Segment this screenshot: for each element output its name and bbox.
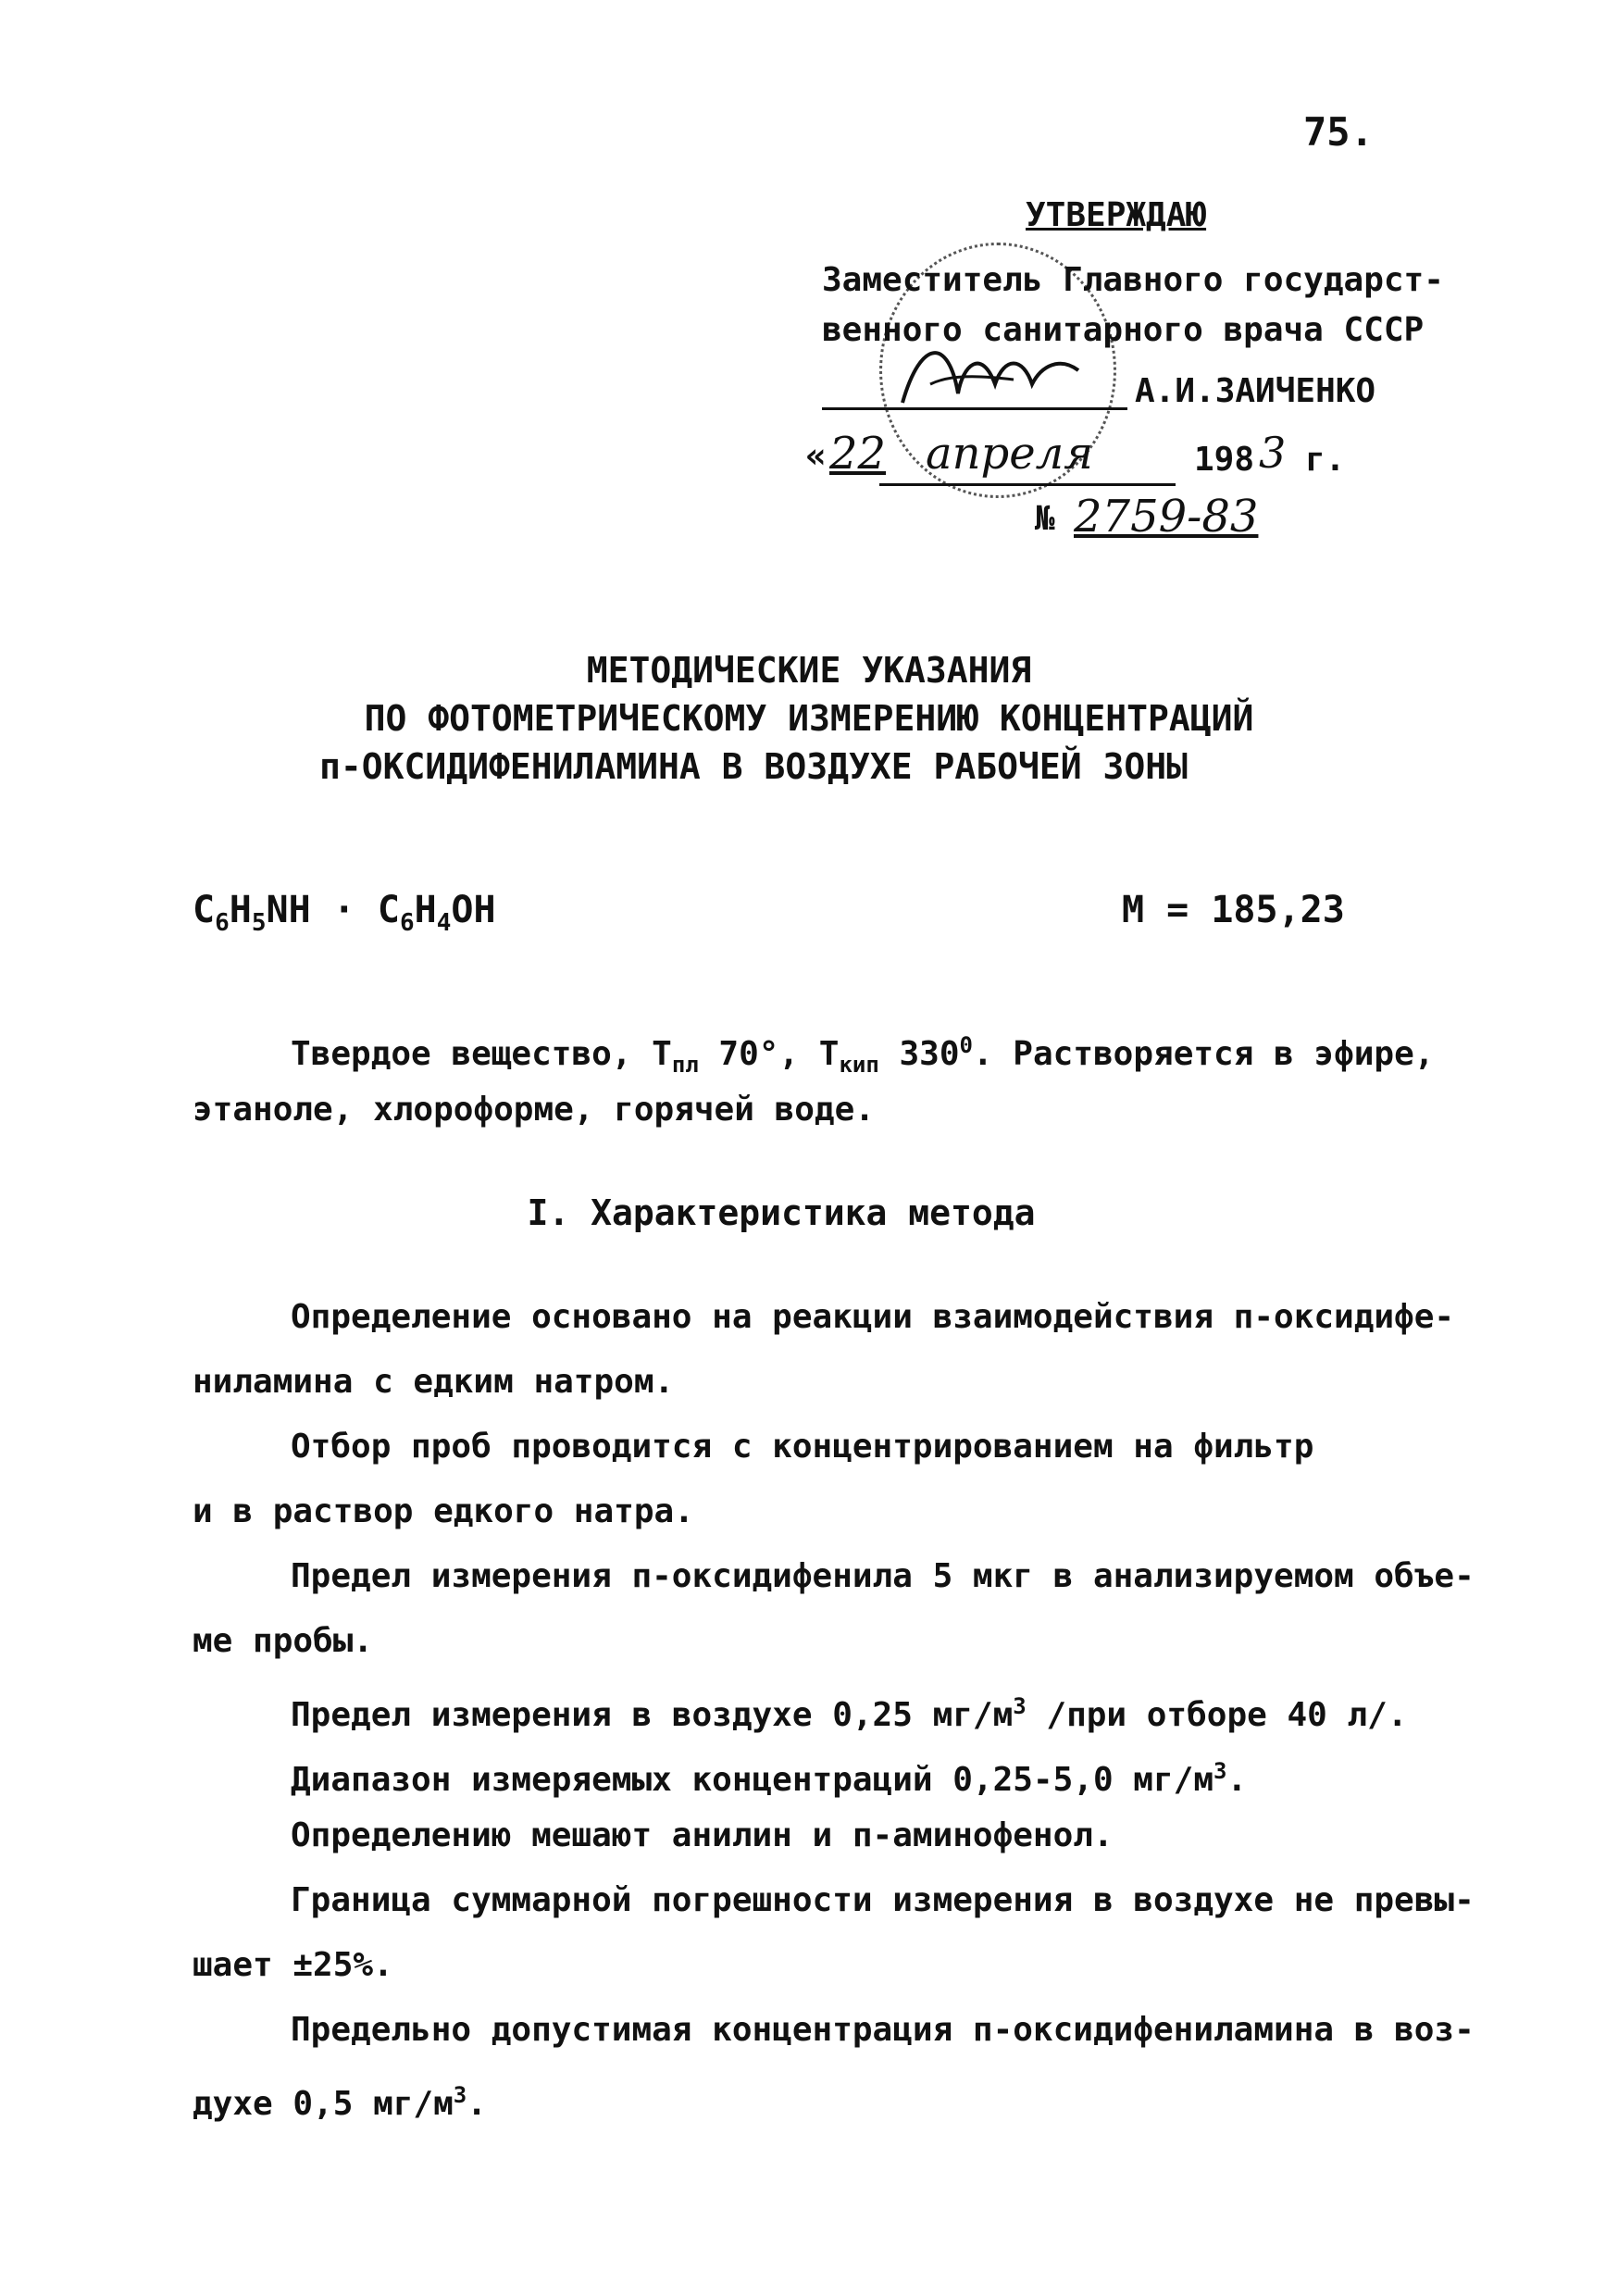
- approval-position-line1: Заместитель Главного государст-: [822, 261, 1444, 299]
- paragraph-6: Определению мешают анилин и п-аминофенол.: [291, 1816, 1114, 1854]
- registration-number-prefix: №: [1035, 500, 1055, 538]
- paragraph-3-line2: ме пробы.: [193, 1622, 374, 1660]
- approver-name: А.И.ЗАИЧЕНКО: [1135, 372, 1376, 410]
- paragraph-5: Диапазон измеряемых концентраций 0,25-5,0 $мг/м^3$.: [291, 1758, 1248, 1799]
- section-heading: I. Характеристика метода: [527, 1192, 1036, 1233]
- properties-line1: Твердое вещество, $Т_{пл}$ 70°, $Т_{кип}$ $330^0$. Растворяется в эфире,: [291, 1032, 1435, 1079]
- date-day: 22: [829, 428, 887, 480]
- date-open-quote: «: [805, 435, 827, 476]
- paragraph-8-line1: Предельно допустимая концентрация п-оксидифениламина в воз-: [291, 2011, 1475, 2049]
- date-underline: [879, 483, 1176, 486]
- properties-line2: этаноле, хлороформе, горячей воде.: [193, 1091, 875, 1129]
- document-title-line1: МЕТОДИЧЕСКИЕ УКАЗАНИЯ: [586, 650, 1032, 691]
- document-title-line2: ПО ФОТОМЕТРИЧЕСКОМУ ИЗМЕРЕНИЮ КОНЦЕНТРАЦИЙ: [364, 698, 1254, 739]
- date-year-suffix: г.: [1305, 441, 1346, 479]
- paragraph-7-line1: Граница суммарной погрешности измерения в воздухе не превы-: [291, 1881, 1475, 1919]
- date-year-prefix: 198: [1194, 441, 1255, 479]
- date-month: апреля: [926, 428, 1094, 480]
- date-year-digit: 3: [1259, 428, 1287, 478]
- molar-mass: М = 185,23: [1122, 889, 1345, 931]
- paragraph-1-line2: ниламина с едким натром.: [193, 1363, 675, 1401]
- paragraph-1-line1: Определение основано на реакции взаимодействия п-оксидифе-: [291, 1298, 1455, 1336]
- paragraph-8-line2: духе 0,5 $мг/м^3$.: [193, 2082, 487, 2123]
- paragraph-4: Предел измерения в воздухе 0,25 $мг/м^3$ /при отборе 40 л/.: [291, 1693, 1408, 1734]
- approval-position-line2: венного санитарного врача СССР: [822, 311, 1425, 349]
- paragraph-2-line2: и в раствор едкого натра.: [193, 1492, 694, 1530]
- document-title-line3: п-ОКСИДИФЕНИЛАМИНА В ВОЗДУХЕ РАБОЧЕЙ ЗОНЫ: [319, 746, 1188, 787]
- paragraph-2-line1: Отбор проб проводится с концентрированием на фильтр: [291, 1428, 1314, 1466]
- approval-heading: УТВЕРЖДАЮ: [1026, 196, 1207, 234]
- registration-number: 2759-83: [1074, 491, 1259, 543]
- paragraph-7-line2: шает ±25%.: [193, 1946, 393, 1984]
- chemical-formula: $C_6H_5NH \cdot C_6H_4OH$: [193, 889, 496, 937]
- paragraph-3-line1: Предел измерения п-оксидифенила 5 мкг в анализируемом объе-: [291, 1557, 1475, 1595]
- page-number: 75.: [1303, 109, 1374, 155]
- signature-mark: [893, 329, 1088, 421]
